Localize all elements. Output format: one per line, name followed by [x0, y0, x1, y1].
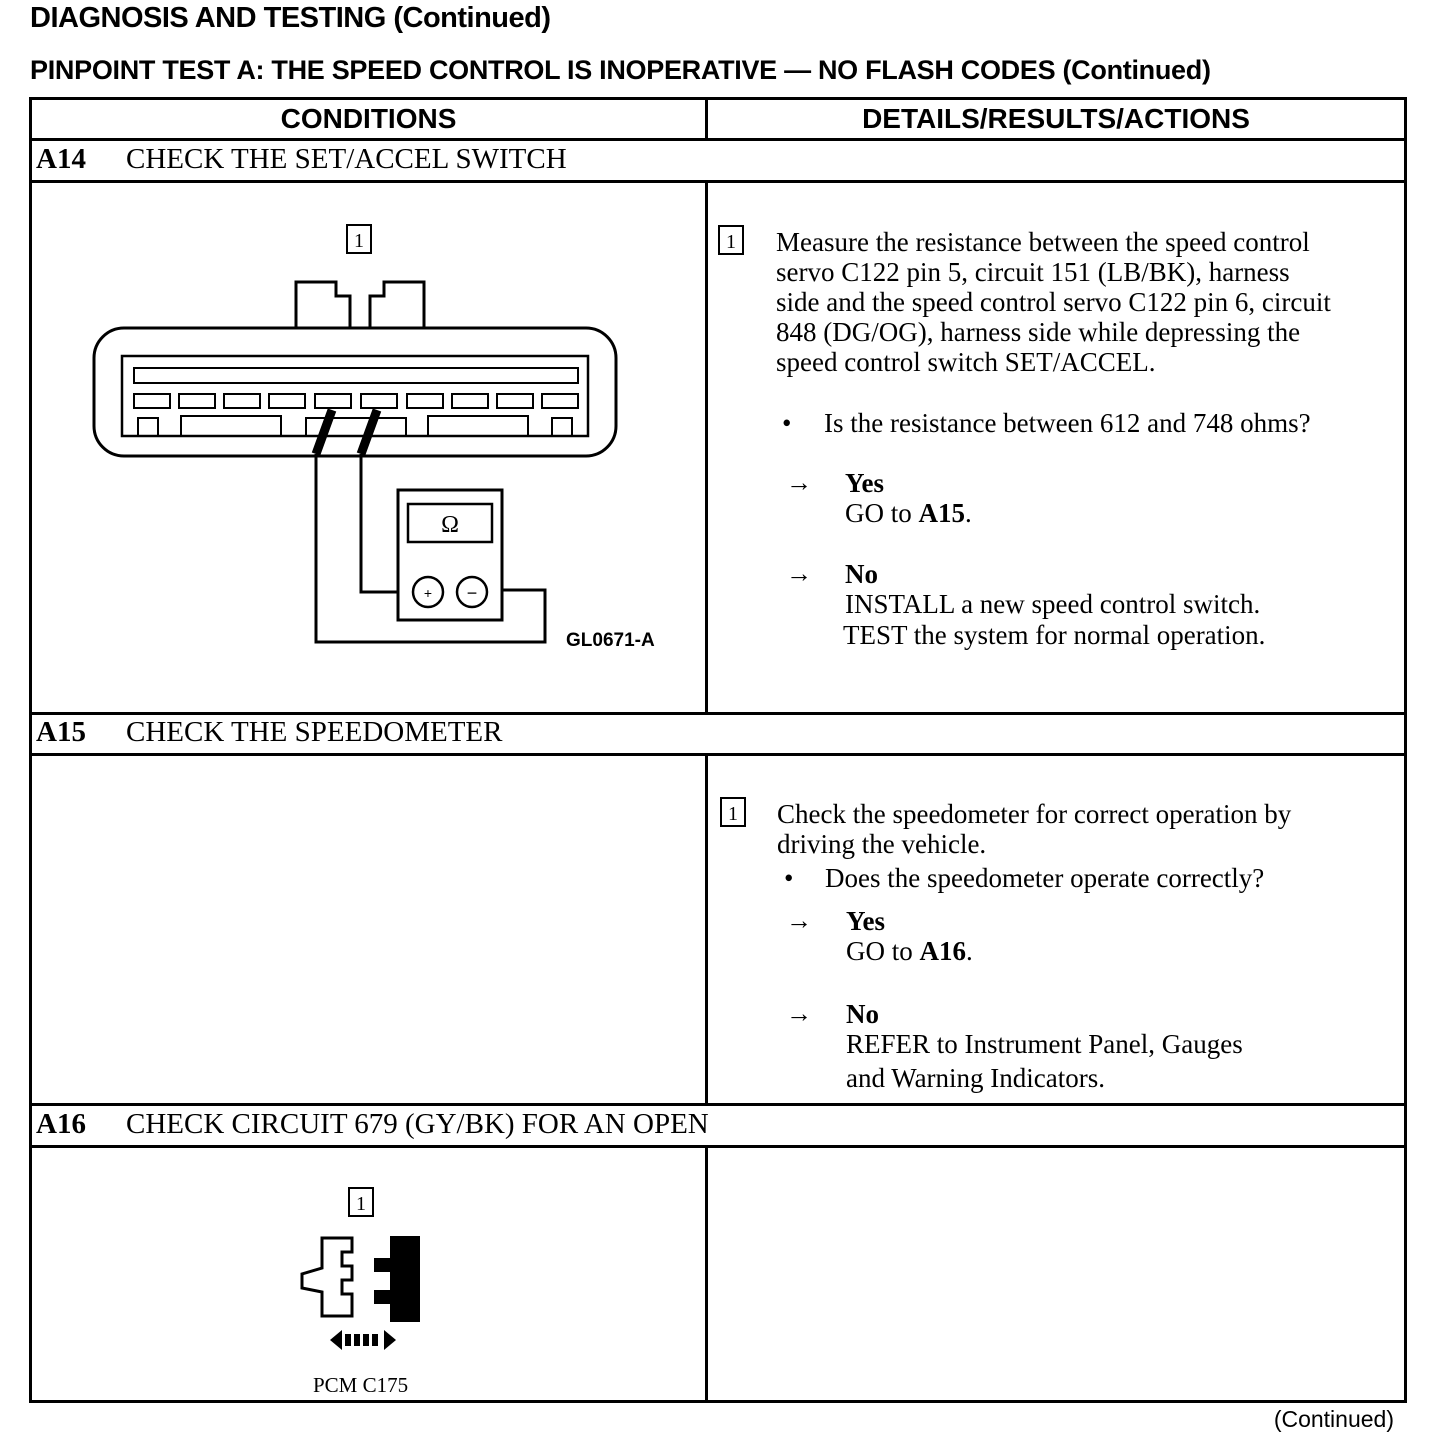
column-header-details: DETAILS/RESULTS/ACTIONS [862, 103, 1250, 134]
step-header-a16 [36, 1108, 709, 1141]
minus-terminal: − [466, 583, 478, 603]
bullet: • [782, 408, 792, 438]
arrow-icon: → [786, 468, 812, 497]
question: Does the speedometer operate correctly? [825, 863, 1265, 893]
figure-label: PCM C175 [313, 1373, 409, 1397]
step-id: A14 [36, 143, 86, 175]
no-action: TEST the system for normal operation. [843, 620, 1266, 650]
step-id: A15 [36, 716, 86, 748]
instruction-line: servo C122 pin 5, circuit 151 (LB/BK), harness [776, 257, 1290, 287]
arrow-icon: → [786, 559, 812, 588]
continued-footer: (Continued) [1273, 1406, 1394, 1432]
arrow-icon: → [786, 999, 812, 1028]
step-header-a14 [36, 143, 567, 176]
figure-id: GL0671-A [566, 630, 655, 651]
plus-terminal: + [423, 585, 433, 601]
step-id: A16 [36, 1108, 86, 1140]
step-title: CHECK CIRCUIT 679 (GY/BK) FOR AN OPEN [126, 1108, 709, 1140]
yes-label: Yes [846, 906, 885, 936]
ohm-symbol: Ω [441, 512, 459, 538]
yes-action: GO to A15. [845, 498, 972, 528]
detail-callout-1: 1 [718, 225, 744, 255]
arrow-icon: → [786, 906, 812, 935]
no-action: and Warning Indicators. [846, 1063, 1106, 1093]
no-label: No [845, 559, 878, 589]
figure-callout-1: 1 [346, 224, 372, 254]
step-title: CHECK THE SET/ACCEL SWITCH [126, 143, 567, 175]
no-action: REFER to Instrument Panel, Gauges [846, 1029, 1243, 1059]
column-header-conditions: CONDITIONS [280, 103, 457, 134]
figure-callout-1: 1 [348, 1187, 374, 1217]
yes-label: Yes [845, 468, 884, 498]
instruction-line: 848 (DG/OG), harness side while depressing the [776, 317, 1301, 347]
no-action: INSTALL a new speed control switch. [845, 589, 1261, 619]
pcm-connector-diagram [290, 1228, 430, 1358]
connector-meter-diagram [80, 270, 640, 660]
bullet: • [784, 863, 794, 893]
test-title: PINPOINT TEST A: THE SPEED CONTROL IS INOPERATIVE — NO FLASH CODES (Continued) [30, 55, 1211, 85]
instruction-line: speed control switch SET/ACCEL. [776, 347, 1156, 377]
no-label: No [846, 999, 879, 1029]
yes-action: GO to A16. [846, 936, 973, 966]
instruction-line: driving the vehicle. [777, 829, 987, 859]
question: Is the resistance between 612 and 748 ohms? [824, 408, 1311, 438]
goto-link-a16[interactable]: A16 [919, 936, 966, 966]
detail-callout-1: 1 [720, 797, 746, 827]
page-title: DIAGNOSIS AND TESTING (Continued) [30, 2, 551, 34]
instruction-line: side and the speed control servo C122 pin 6, circuit [776, 287, 1331, 317]
step-header-a15 [36, 716, 502, 749]
instruction-line: Measure the resistance between the speed control [776, 227, 1310, 257]
goto-link-a15[interactable]: A15 [918, 498, 965, 528]
step-title: CHECK THE SPEEDOMETER [126, 716, 503, 748]
instruction-line: Check the speedometer for correct operation by [777, 799, 1292, 829]
